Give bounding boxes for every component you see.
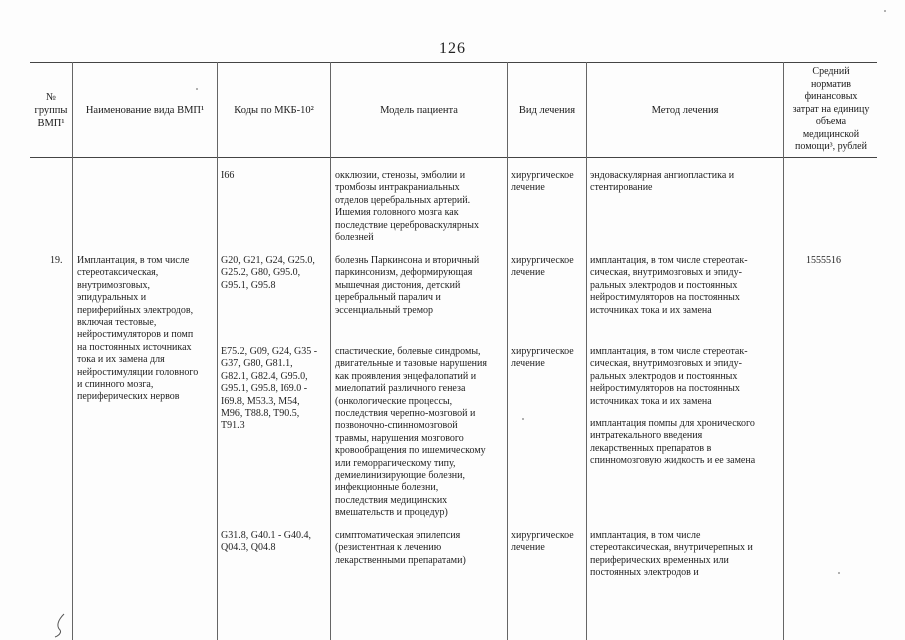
row1-cost: 1555516: [806, 255, 841, 266]
row2-codes: E75.2, G09, G24, G35 - G37, G80, G81.1, G82.1, G82.4, G95.0, G95.1, G95.8, I69.0 - I69.8, M53.3, M54, M96, T88.8, T90.5, T91.3: [221, 346, 318, 432]
row3-model: симптоматическая эпилепсия (резистентная к лечению лекарственными препаратами): [335, 530, 466, 566]
scan-speck: [838, 572, 840, 574]
column-header-codes: Коды по МКБ-10²: [234, 104, 314, 116]
row1-model: болезнь Паркинсона и вторичный паркинсонизм, деформирующая мышечная дистония, детский церебральный паралич и эссенциальный тремор: [335, 255, 480, 316]
row1-group: 19.: [50, 255, 63, 266]
column-divider: [330, 62, 331, 640]
column-divider: [783, 62, 784, 640]
scan-speck: [884, 10, 886, 12]
row0-codes: I66: [221, 170, 235, 181]
row0-treatment: хирургическое лечение: [511, 170, 574, 194]
column-header-method: Метод лечения: [651, 104, 719, 116]
column-header-model: Модель пациента: [380, 104, 458, 116]
column-header-cost: Средний норматив финансовых затрат на единицу объема медицинской помощи³, рублей: [792, 65, 870, 153]
column-header-group: № группы ВМП¹: [34, 91, 68, 129]
scan-speck: [196, 88, 198, 90]
column-divider: [72, 62, 73, 640]
row3-treatment: хирургическое лечение: [511, 530, 574, 554]
row3-method: имплантация, в том числе стереотаксическая, внутричерепных и периферических временных или постоянных электродов и: [590, 530, 753, 579]
row2-treatment: хирургическое лечение: [511, 346, 574, 370]
pen-mark: [52, 612, 68, 638]
column-header-name: Наименование вида ВМП¹: [85, 104, 205, 116]
row1-name: Имплантация, в том числе стереотаксическая, внутримозговых, эпидуральных и периферийных электродов, включая тестовые, нейростимуляторов и помп на постоянных источниках тока и их замена для нейростимуляции головного и спинного мозга, периферических нервов: [77, 255, 199, 403]
row0-method: эндоваскулярная ангиопластика и стентирование: [590, 170, 735, 194]
row2-model: спастические, болевые синдромы, двигательные и тазовые нарушения как проявления энцефалопатий и миелопатий различного генеза (онкологические процессы, последствия черепно-мозговой и позвоночно-спинномозговой травмы, нарушения мозгового кровообращения по ишемическому или геморрагическому типу, демиелинизирующие болезни, инфекционные болезни, последствия медицинских вмешательств и процедур): [335, 346, 487, 519]
row2-method-1: имплантация, в том числе стереотак- сическая, внутримозговых и эпиду- ральных электродов и постоянных нейростимуляторов на постоянных источниках тока и их замена: [590, 346, 748, 407]
header-bottom-rule: [30, 157, 877, 158]
column-divider: [217, 62, 218, 640]
row3-codes: G31.8, G40.1 - G40.4, Q04.3, Q04.8: [221, 530, 311, 554]
row1-method: имплантация, в том числе стереотак- сическая, внутримозговых и эпиду- ральных электродов и постоянных нейростимуляторов на постоянных источниках тока и их замена: [590, 255, 748, 316]
column-divider: [507, 62, 508, 640]
scan-speck: [522, 418, 524, 420]
row1-codes: G20, G21, G24, G25.0, G25.2, G80, G95.0, G95.1, G95.8: [221, 255, 315, 291]
row0-model: окклюзии, стенозы, эмболии и тромбозы интракраниальных отделов церебральных артерий. Ишемия головного мозга как последствие цереброваскулярных болезней: [335, 170, 479, 244]
page-number: 126: [439, 40, 466, 57]
row2-method-2: имплантация помпы для хронического интратекального введения лекарственных препаратов в спинномозговую жидкость и ее замена: [590, 418, 756, 467]
row1-treatment: хирургическое лечение: [511, 255, 574, 279]
table-top-rule: [30, 62, 877, 63]
column-header-treatment: Вид лечения: [518, 104, 576, 116]
